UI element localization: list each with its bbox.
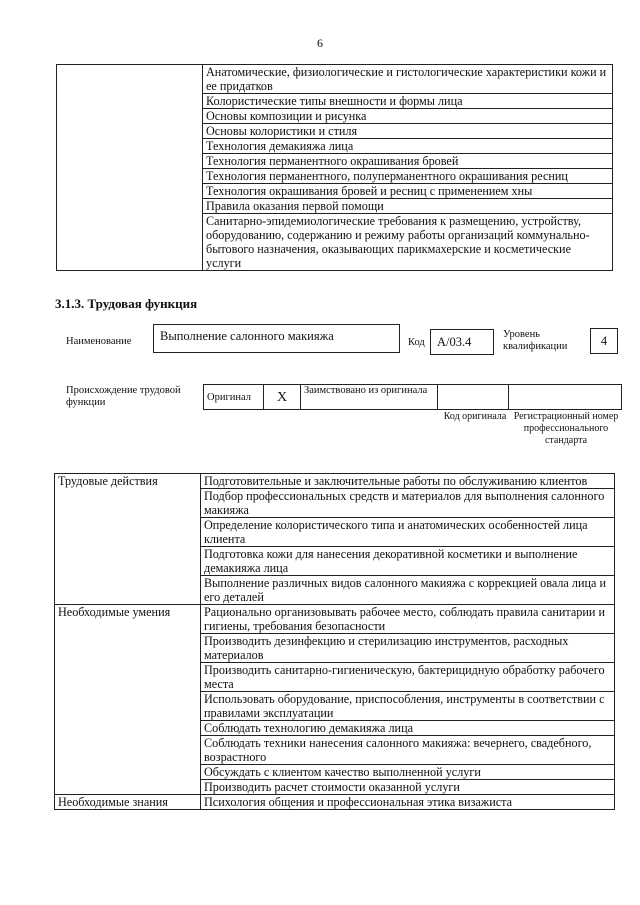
table-cell: Анатомические, физиологические и гистологические характеристики кожи и ее придатков bbox=[203, 65, 613, 94]
table-row bbox=[204, 385, 622, 410]
code-caption: Код оригинала bbox=[443, 411, 507, 422]
table-cell: Технология перманентного окрашивания бровей bbox=[203, 154, 613, 169]
table-row bbox=[57, 65, 613, 94]
required-knowledge-label: Необходимые знания bbox=[55, 795, 201, 810]
table-cell: Технология перманентного, полуперманентного окрашивания ресниц bbox=[203, 169, 613, 184]
table-cell: Подбор профессиональных средств и материалов для выполнения салонного макияжа bbox=[201, 489, 615, 518]
table-cell: Производить санитарно-гигиеническую, бактерицидную обработку рабочего места bbox=[201, 663, 615, 692]
table-row bbox=[55, 605, 615, 634]
origin-label: Происхождение трудовой функции bbox=[66, 385, 181, 408]
table-cell: Производить расчет стоимости оказанной услуги bbox=[201, 780, 615, 795]
registration-number-cell bbox=[509, 385, 622, 410]
table-cell: Технология окрашивания бровей и ресниц с применением хны bbox=[203, 184, 613, 199]
table-cell: Производить дезинфекцию и стерилизацию инструментов, расходных материалов bbox=[201, 634, 615, 663]
table-cell: Соблюдать техники нанесения салонного макияжа: вечернего, свадебного, возрастного bbox=[201, 736, 615, 765]
level-value-box: 4 bbox=[590, 328, 618, 354]
original-label: Оригинал bbox=[204, 385, 264, 410]
borrowed-label: Заимствовано из оригинала bbox=[301, 385, 438, 410]
labor-function-table bbox=[54, 473, 615, 810]
table-cell: Выполнение различных видов салонного макияжа с коррекцией овала лица и его деталей bbox=[201, 576, 615, 605]
table-cell: Использовать оборудование, приспособления, инструменты в соответствии с правилами эксплуатации bbox=[201, 692, 615, 721]
table-cell: Определение колористического типа и анатомических особенностей лица клиента bbox=[201, 518, 615, 547]
table-cell: Колористические типы внешности и формы лица bbox=[203, 94, 613, 109]
name-value-box: Выполнение салонного макияжа bbox=[153, 324, 400, 353]
category-cell bbox=[57, 65, 203, 271]
registration-caption: Регистрационный номер профессионального стандарта bbox=[513, 411, 619, 446]
table-cell: Рационально организовывать рабочее место, соблюдать правила санитарии и гигиены, требования безопасности bbox=[201, 605, 615, 634]
table-cell: Правила оказания первой помощи bbox=[203, 199, 613, 214]
original-mark: X bbox=[264, 385, 301, 410]
name-label: Наименование bbox=[66, 336, 132, 347]
page-number: 6 bbox=[317, 36, 323, 50]
table-cell: Технология демакияжа лица bbox=[203, 139, 613, 154]
table-cell: Подготовительные и заключительные работы по обслуживанию клиентов bbox=[201, 474, 615, 489]
code-value-box: А/03.4 bbox=[430, 329, 494, 355]
original-code-cell bbox=[438, 385, 509, 410]
origin-table bbox=[203, 384, 622, 410]
table-cell: Соблюдать технологию демакияжа лица bbox=[201, 721, 615, 736]
code-label: Код bbox=[408, 337, 425, 348]
table-row bbox=[55, 474, 615, 489]
table-cell: Психология общения и профессиональная этика визажиста bbox=[201, 795, 615, 810]
table-cell: Подготовка кожи для нанесения декоративной косметики и выполнение демакияжа лица bbox=[201, 547, 615, 576]
required-skills-label: Необходимые умения bbox=[55, 605, 201, 795]
labor-actions-label: Трудовые действия bbox=[55, 474, 201, 605]
table-row bbox=[55, 795, 615, 810]
level-label: Уровень квалификации bbox=[503, 329, 568, 352]
table-cell: Основы композиции и рисунка bbox=[203, 109, 613, 124]
table-cell: Санитарно-эпидемиологические требования к размещению, устройству, оборудованию, содержанию и режиму работы организаций коммунально-бытового назначения, оказывающих парикмахерские и косметические услуги bbox=[203, 214, 613, 271]
table-cell: Основы колористики и стиля bbox=[203, 124, 613, 139]
section-title: 3.1.3. Трудовая функция bbox=[55, 296, 198, 311]
table-cell: Обсуждать с клиентом качество выполненной услуги bbox=[201, 765, 615, 780]
knowledge-table-continued bbox=[56, 64, 613, 271]
